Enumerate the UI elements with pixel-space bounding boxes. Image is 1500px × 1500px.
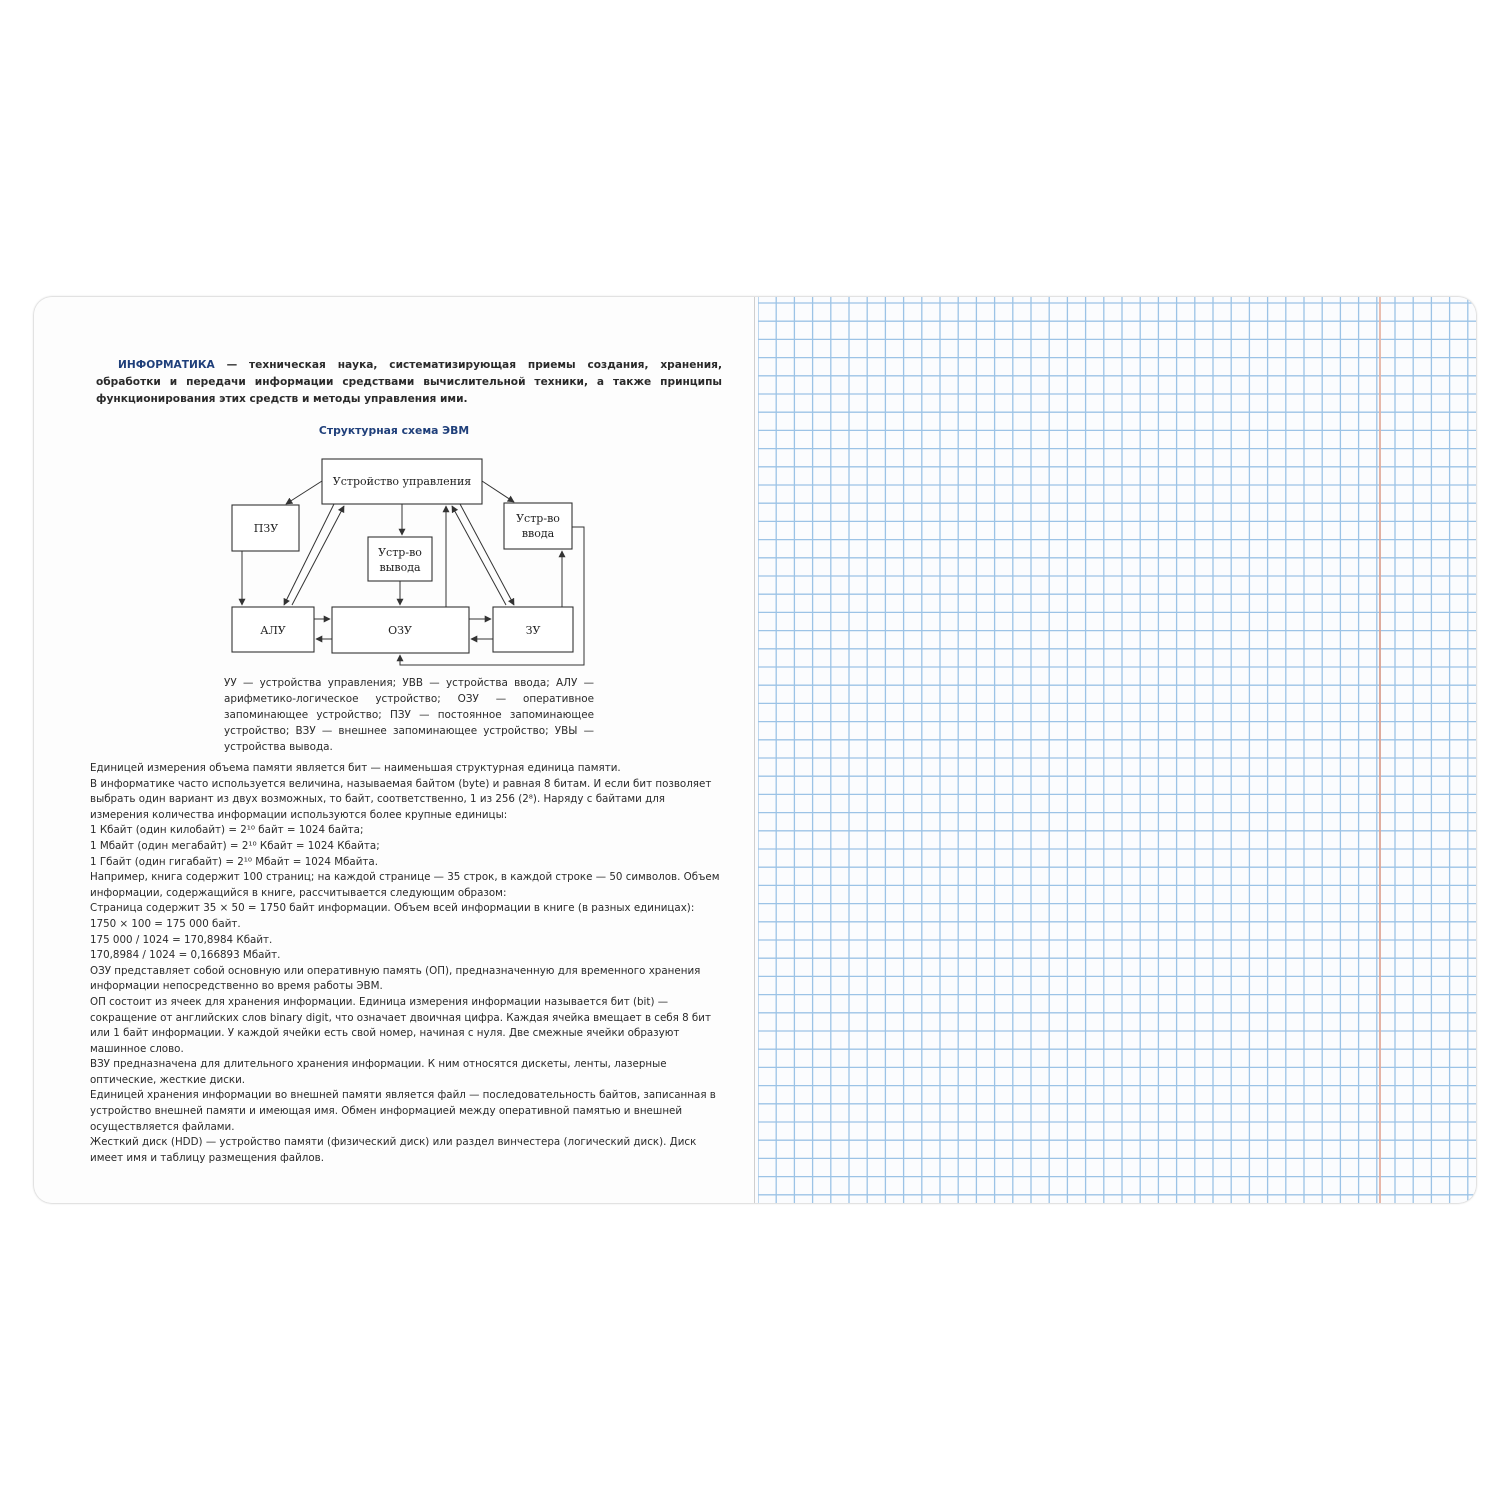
paragraph-ram: ОЗУ представляет собой основную или оперативную память (ОП), предназначенную для временного хранения информации непосредственно во время работы ЭВМ. — [90, 964, 701, 993]
storage-label: ЗУ — [525, 624, 541, 637]
computer-structure-diagram — [218, 447, 638, 672]
control-unit-label: Устройство управления — [332, 475, 472, 488]
paragraph-external-storage: ВЗУ предназначена для длительного хранения информации. К ним относятся дискеты, ленты, лазерные оптические, жесткие диски. — [90, 1058, 667, 1086]
paragraph-example: Например, книга содержит 100 страниц; на каждой странице — 35 строк, в каждой строке — 50 символов. Объем информации, содержащийся в книге, рассчитывается следующим образом: — [90, 871, 720, 899]
paragraph-memory-cells: ОП состоит из ячеек для хранения информации. Единица измерения информации называется бит (bit) — сокращение от английских слов binary digit, что означает двоичная цифра. Каждая ячейка вмещает в себя 8 бит или 1 байт информации. У каждой ячейки есть свой номер, начиная с нуля. Две смежные ячейки образуют машинное слово. — [90, 995, 711, 1055]
paragraph-page-calc: Страница содержит 35 × 50 = 1750 байт информации. Объем всей информации в книге (в разных единицах): — [90, 902, 695, 915]
paragraph-file: Единицей хранения информации во внешней памяти является файл — последовательность байтов, записанная в устройство внешней памяти и имеющая имя. Обмен информацией между оперативной памятью и внешней осуществляется файлами. — [90, 1089, 716, 1133]
rom-label: ПЗУ — [253, 522, 279, 535]
arrow-control-to-input — [482, 481, 514, 502]
arrow-storage-to-control — [452, 506, 506, 605]
graph-paper-grid — [758, 297, 1476, 1203]
intro-definition — [96, 357, 722, 408]
paragraph-hdd: Жесткий диск (HDD) — устройство памяти (физический диск) или раздел винчестера (логический диск). Диск имеет имя и таблицу размещения файлов. — [90, 1136, 697, 1164]
margin-line — [1379, 297, 1381, 1203]
unit-kilobyte: 1 Кбайт (один килобайт) = 2¹⁰ байт = 1024 байта; — [90, 824, 364, 837]
output-device-label-2: вывода — [379, 561, 421, 574]
paragraph-bit: Единицей измерения объема памяти является бит — наименьшая структурная единица памяти. — [90, 762, 621, 774]
calc-bytes: 1750 × 100 = 175 000 байт. — [90, 917, 241, 930]
unit-gigabyte: 1 Гбайт (один гигабайт) = 2¹⁰ Мбайт = 1024 Мбайта. — [90, 855, 379, 868]
paragraph-byte: В информатике часто используется величина, называемая байтом (byte) и равная 8 битам. И если бит позволяет выбрать один вариант из двух возможных, то байт, соответственно, 1 из 256 (2⁸). Наряду с байтами для измерения количества информации используются более крупные единицы: — [90, 777, 712, 821]
calc-kilobytes: 175 000 / 1024 = 170,8984 Кбайт. — [90, 933, 273, 946]
arrow-alu-to-control — [292, 506, 344, 605]
scheme-title: Структурная схема ЭВМ — [318, 424, 470, 437]
unit-megabyte: 1 Мбайт (один мегабайт) = 2¹⁰ Кбайт = 1024 Кбайта; — [90, 839, 380, 852]
alu-label: АЛУ — [260, 624, 286, 637]
calc-megabytes: 170,8984 / 1024 = 0,166893 Мбайт. — [90, 949, 281, 962]
output-device-box — [368, 537, 432, 581]
input-device-label-2: ввода — [521, 527, 555, 540]
right-page-graph-paper — [755, 297, 1476, 1203]
left-page-printed-reference — [34, 297, 755, 1203]
arrow-control-to-rom — [286, 481, 322, 504]
notebook-spread — [34, 297, 1476, 1203]
input-device-box — [504, 503, 572, 549]
diagram-legend: УУ — устройства управления; УВВ — устройства ввода; АЛУ — арифметико-логическое устройство; ОЗУ — оперативное запоминающее устройство; ПЗУ — постоянное запоминающее устройство; ВЗУ — внешнее запоминающее устройство; УВЫ — устройства вывода. — [224, 677, 594, 753]
output-device-label-1: Устр-во — [378, 546, 422, 559]
ram-label: ОЗУ — [388, 624, 412, 637]
input-device-label-1: Устр-во — [516, 512, 560, 525]
intro-definition-text: — техническая наука, систематизирующая приемы создания, хранения, обработки и передачи информации средствами вычислительной техники, а также принципы функционирования этих средств и методы управления ими. — [96, 359, 722, 405]
intro-term: ИНФОРМАТИКА — [118, 359, 215, 371]
body-text — [90, 761, 722, 1166]
